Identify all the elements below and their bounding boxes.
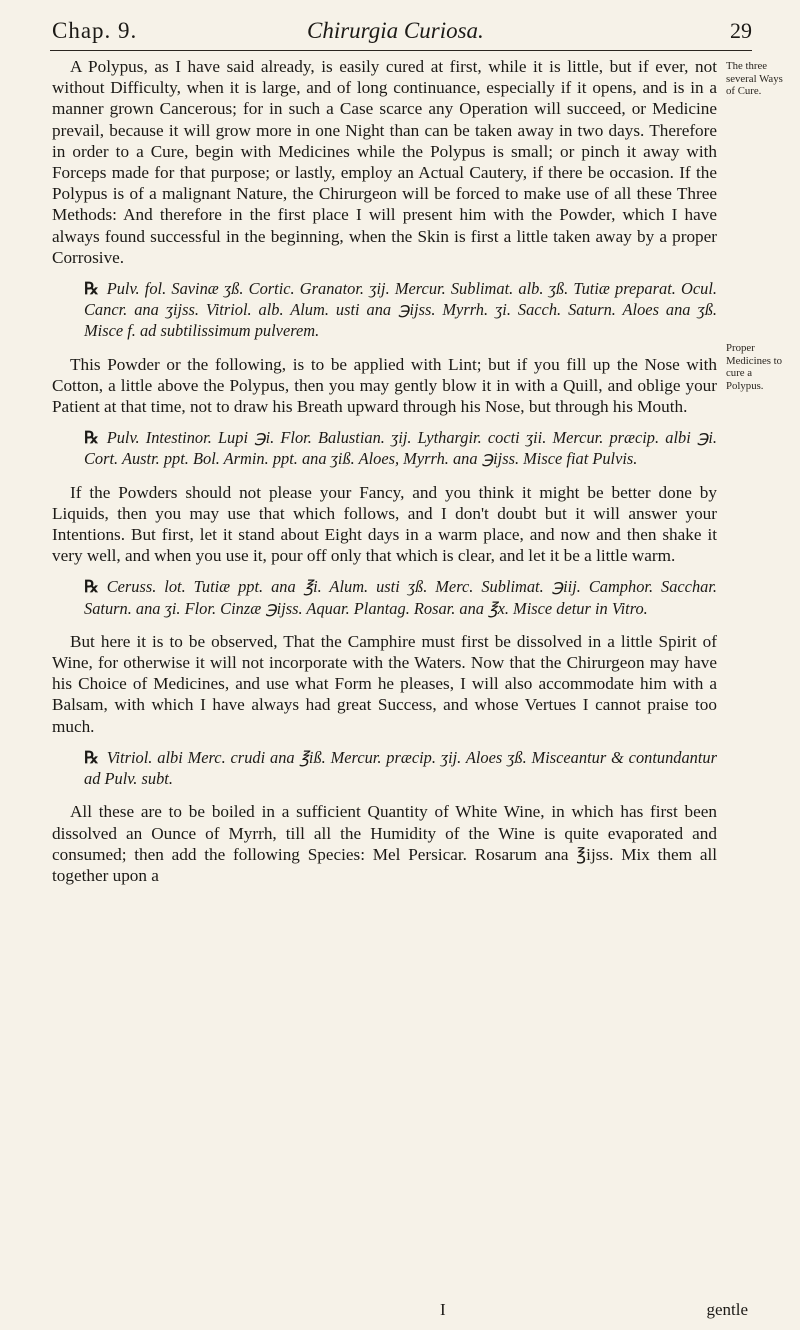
paragraph-liquids: If the Powders should not please your Fancy, and you think it might be better done by Liquids, then you may use that which follows, and I don't doubt but it will answer your Intentions. But first, let it stand about Eight days in a warm place, and now and then shake it very well, and when you use it, pour off only that which is clear, and let it be a little warm.	[52, 482, 717, 566]
page-number: 29	[730, 18, 752, 43]
rx-symbol: ℞	[84, 577, 99, 597]
page-body	[52, 56, 717, 886]
rx-symbol: ℞	[84, 428, 99, 448]
recipe-text: Pulv. fol. Savinæ ʒß. Cortic. Granator. ʒij. Mercur. Sublimat. alb. ʒß. Tutiæ preparat. Ocul. Cancr. ana ʒijss. Vitriol. alb. Alum. usti ana ℈ijss. Myrrh. ʒi. Sacch. Saturn. Aloes ana ʒß. Misce f. ad subtilissimum pulverem.	[84, 279, 717, 341]
paragraph-camphire: But here it is to be observed, That the Camphire must first be dissolved in a little Spirit of Wine, for otherwise it will not incorporate with the Waters. Now that the Chirurgeon may have his Choice of Medicines, and use what Form he pleases, I will also accommodate him with a Balsam, with which I have always had great Success, and whose Vertues I cannot praise too much.	[52, 631, 717, 736]
signature-mark: I	[440, 1300, 446, 1319]
recipe-text: Ceruss. lot. Tutiæ ppt. ana ℥i. Alum. usti ʒß. Merc. Sublimat. ℈iij. Camphor. Sacchar. Saturn. ana ʒi. Flor. Cinzæ ℈ijss. Aquar. Plantag. Rosar. ana ℥x. Misce detur in Vitro.	[84, 577, 717, 618]
recipe-liquid	[52, 576, 717, 618]
recipe-balsam	[52, 747, 717, 789]
chapter-label: Chap. 9.	[52, 18, 138, 43]
recipe-text: Vitriol. albi Merc. crudi ana ℥iß. Mercur. præcip. ʒij. Aloes ʒß. Misceantur & contundantur ad Pulv. subt.	[84, 747, 717, 789]
margin-note-proper-medicines: Proper Medicines to cure a Polypus.	[726, 342, 783, 392]
catchword: gentle	[706, 1300, 748, 1319]
rx-symbol: ℞	[84, 279, 99, 299]
running-title: Chirurgia Curiosa.	[307, 18, 484, 43]
rx-symbol: ℞	[84, 747, 99, 767]
running-header	[52, 18, 752, 52]
paragraph-polypus-intro: A Polypus, as I have said already, is easily cured at first, while it is little, but if ever, not without Difficulty, when it is large, and of long continuance, especially if it opens, and is in a manner grown Cancerous; for in such a Case scarce any Operation will succeed, or Medicine prevail, because it will grow more in one Night than can be taken away in two days. Therefore in order to a Cure, begin with Medicines while the Polypus is small; or pinch it away with Forceps made for that purpose; or lastly, employ an Actual Cautery, if there be occasion. If the Polypus is of a malignant Nature, the Chirurgeon will be forced to make use of all these Three Methods: And therefore in the first place I will present him with the Powder, which I have always found successful in the beginning, when the Skin is first a little taken away by a proper Corrosive.	[52, 57, 717, 267]
recipe-powder-2	[52, 427, 717, 469]
header-rule	[50, 50, 752, 51]
recipe-powder-1	[52, 278, 717, 342]
margin-note-ways-of-cure: The three several Ways of Cure.	[726, 60, 783, 97]
paragraph-powder-application: This Powder or the following, is to be applied with Lint; but if you fill up the Nose with Cotton, a little above the Polypus, then you may gently blow it in with a Quill, and oblige your Patient at that time, not to draw his Breath upward through his Nose, but through his Mouth.	[52, 354, 717, 417]
paragraph-boiling: All these are to be boiled in a sufficient Quantity of White Wine, in which has first been dissolved an Ounce of Myrrh, till all the Humidity of the Wine is quite evaporated and consumed; then add the following Species: Mel Persicar. Rosarum ana ℥ijss. Mix them all together upon a	[52, 802, 717, 885]
recipe-text: Pulv. Intestinor. Lupi ℈i. Flor. Balustian. ʒij. Lythargir. cocti ʒii. Mercur. præcip. albi ℈i. Cort. Austr. ppt. Bol. Armin. ppt. ana ʒiß. Aloes, Myrrh. ana ℈ijss. Misce fiat Pulvis.	[84, 428, 717, 469]
